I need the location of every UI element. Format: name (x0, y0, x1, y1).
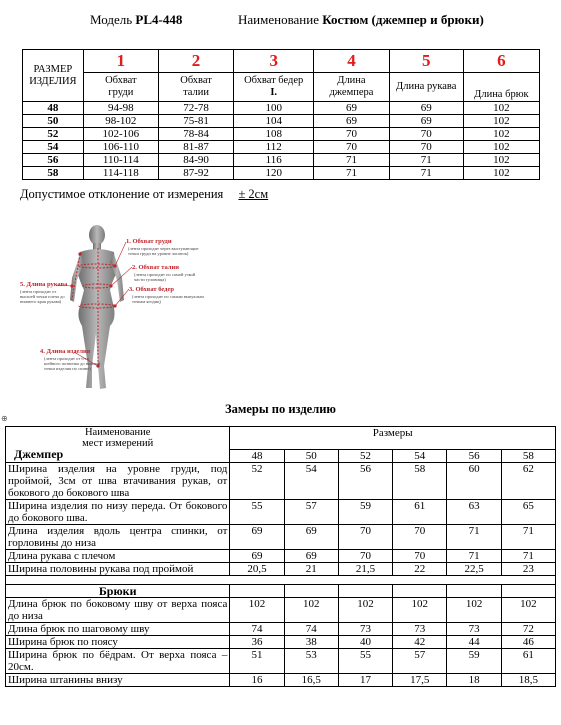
column-header-line: Обхват (180, 75, 212, 86)
size-value-cell: 102 (463, 141, 539, 154)
size-value-cell: 100 (234, 102, 314, 115)
measurement-figure (14, 216, 244, 396)
size-value-cell: 102 (463, 167, 539, 180)
column-header-line: Обхват (105, 75, 137, 86)
measurement-value: 102 (230, 598, 284, 623)
size-row (23, 141, 540, 154)
measurement-value: 18 (447, 674, 501, 687)
measurement-value: 16,5 (284, 674, 338, 687)
measurements-table (5, 426, 556, 687)
column-header (158, 73, 233, 102)
measurement-value: 56 (338, 463, 392, 500)
model-label: Модель (90, 12, 133, 27)
column-number: 5 (389, 50, 463, 73)
measurement-row (6, 550, 556, 563)
size-row (23, 167, 540, 180)
size-cell: 58 (23, 167, 84, 180)
measurement-value: 42 (393, 636, 447, 649)
measurement-value: 17,5 (393, 674, 447, 687)
measurement-value: 60 (447, 463, 501, 500)
size-value-cell: 94-98 (83, 102, 158, 115)
measurement-value: 52 (230, 463, 284, 500)
note-line: высшей точки плеча до (20, 294, 65, 299)
measurement-value: 73 (447, 623, 501, 636)
size-cell: 50 (23, 115, 84, 128)
measurement-label: Ширина изделия на уровне груди, под проймой, 3см от шва втачивания рукав, от бокового до бокового шва (6, 463, 230, 500)
column-header-line: I. (270, 87, 278, 98)
size-value-cell: 108 (234, 128, 314, 141)
size-value-cell: 84-90 (158, 154, 233, 167)
size-cell: 56 (23, 154, 84, 167)
measurement-row (6, 563, 556, 576)
measurements-title: Замеры по изделию (225, 402, 336, 416)
waist-girth-note (134, 272, 195, 282)
size-corner-line2: ИЗДЕЛИЯ (29, 75, 77, 87)
note-line: точки груди на уровне лопаток) (128, 251, 189, 256)
measurement-value: 16 (230, 674, 284, 687)
column-header-line: Длина рукава (396, 81, 457, 92)
measurement-value: 71 (447, 525, 501, 550)
measurement-value: 59 (338, 500, 392, 525)
measurement-value: 59 (447, 649, 501, 674)
measurement-value: 21,5 (338, 563, 392, 576)
size-value-cell: 70 (389, 141, 463, 154)
size-value-cell: 102 (463, 154, 539, 167)
hip-girth-label: 3. Обхват бедер (129, 286, 174, 293)
measurement-value: 73 (393, 623, 447, 636)
spacer-row (6, 576, 556, 585)
size-header-cell: 52 (338, 450, 392, 463)
measurement-value: 22 (393, 563, 447, 576)
column-header-line: Обхват бедер (244, 75, 304, 86)
column-header-line: Длина (337, 75, 366, 86)
tolerance-note (20, 187, 268, 202)
column-number: 2 (158, 50, 233, 73)
column-header-line: джемпера (329, 87, 374, 98)
size-value-cell: 75-81 (158, 115, 233, 128)
measurement-value: 102 (393, 598, 447, 623)
measurement-value: 54 (284, 463, 338, 500)
measurement-value: 55 (230, 500, 284, 525)
measurement-value: 22,5 (447, 563, 501, 576)
size-cell: 48 (23, 102, 84, 115)
note-line: (лента проходит от 6-го (44, 356, 90, 361)
measurement-row (6, 463, 556, 500)
size-value-cell: 69 (389, 102, 463, 115)
size-value-cell: 72-78 (158, 102, 233, 115)
measurement-value: 70 (338, 525, 392, 550)
size-row (23, 128, 540, 141)
chest-girth-note (128, 246, 198, 256)
size-value-cell: 69 (389, 115, 463, 128)
note-line: (лента проходит через выступающие (128, 246, 199, 251)
empty-cell (447, 585, 501, 598)
measurement-name-header (6, 427, 230, 463)
size-header-cell: 54 (393, 450, 447, 463)
size-value-cell: 102 (463, 102, 539, 115)
measurement-value: 46 (501, 636, 555, 649)
size-row (23, 154, 540, 167)
product-name-heading (238, 12, 484, 28)
size-value-cell: 98-102 (83, 115, 158, 128)
measurements-body (6, 427, 556, 687)
column-header (83, 73, 158, 102)
size-value-cell: 70 (314, 141, 389, 154)
size-value-cell: 87-92 (158, 167, 233, 180)
size-value-cell: 110-114 (83, 154, 158, 167)
note-line: точки изделия по спине) (44, 366, 91, 371)
measurement-value: 65 (501, 500, 555, 525)
size-value-cell: 106-110 (83, 141, 158, 154)
size-header-cell: 56 (447, 450, 501, 463)
measurement-value: 71 (447, 550, 501, 563)
measurement-value: 61 (501, 649, 555, 674)
size-value-cell: 70 (389, 128, 463, 141)
measurement-label: Ширина изделия по низу переда. От бокового до бокового шва. (6, 500, 230, 525)
measurement-value: 74 (284, 623, 338, 636)
size-value-cell: 112 (234, 141, 314, 154)
measurement-value: 102 (338, 598, 392, 623)
measurement-value: 21 (284, 563, 338, 576)
tolerance-value: ± 2см (238, 187, 269, 201)
measurement-value: 72 (501, 623, 555, 636)
hip-girth-note (132, 294, 204, 304)
measurement-row (6, 623, 556, 636)
size-chart-table (22, 49, 540, 180)
size-corner-header (23, 50, 84, 102)
size-header-cell: 50 (284, 450, 338, 463)
empty-cell (230, 585, 284, 598)
header-line: Наименование (84, 427, 151, 438)
measurement-value: 44 (447, 636, 501, 649)
measurement-value: 36 (230, 636, 284, 649)
measurement-value: 17 (338, 674, 392, 687)
measurement-row (6, 598, 556, 623)
size-value-cell: 71 (314, 154, 389, 167)
size-cell: 52 (23, 128, 84, 141)
table-move-handle-icon[interactable]: ⊕ (1, 414, 8, 423)
model-heading (90, 12, 182, 28)
measurement-label: Ширина брюк по поясу (6, 636, 230, 649)
size-header-cell: 58 (501, 450, 555, 463)
size-value-cell: 70 (314, 128, 389, 141)
empty-cell (393, 585, 447, 598)
column-number: 1 (83, 50, 158, 73)
size-value-cell: 81-87 (158, 141, 233, 154)
measurement-row (6, 636, 556, 649)
column-header (234, 73, 314, 102)
measurement-value: 61 (393, 500, 447, 525)
size-value-cell: 71 (389, 154, 463, 167)
tolerance-text: Допустимое отклонение от измерения (20, 187, 224, 201)
measurement-value: 38 (284, 636, 338, 649)
model-code: PL4-448 (135, 12, 183, 27)
measurement-value: 71 (501, 525, 555, 550)
sizes-header: Размеры (230, 427, 556, 450)
size-value-cell: 102 (463, 115, 539, 128)
size-value-cell: 120 (234, 167, 314, 180)
measurement-value: 73 (338, 623, 392, 636)
measurement-label: Длина брюк по боковому шву от верха пояса до низа (6, 598, 230, 623)
pants-section-row (6, 585, 556, 598)
size-row (23, 115, 540, 128)
measurement-value: 74 (230, 623, 284, 636)
measurement-value: 69 (284, 525, 338, 550)
size-value-cell: 69 (314, 102, 389, 115)
measurement-row (6, 525, 556, 550)
measurement-value: 102 (447, 598, 501, 623)
measurement-value: 20,5 (230, 563, 284, 576)
empty-cell (284, 585, 338, 598)
size-value-cell: 102 (463, 128, 539, 141)
column-header-line: Длина брюк (474, 89, 529, 100)
column-header-line: талии (183, 87, 210, 98)
empty-cell (501, 585, 555, 598)
measurement-value: 57 (284, 500, 338, 525)
column-header (389, 73, 463, 102)
note-line: (лента проходит по самой узкой (134, 272, 196, 277)
size-value-cell: 69 (314, 115, 389, 128)
measurement-label: Ширина штанины внизу (6, 674, 230, 687)
name-label: Наименование (238, 12, 319, 27)
size-row (23, 102, 540, 115)
size-value-cell: 71 (389, 167, 463, 180)
size-chart-body (23, 102, 540, 180)
measurement-row (6, 674, 556, 687)
pants-section-label: Брюки (6, 585, 230, 598)
measurement-value: 18,5 (501, 674, 555, 687)
measurement-value: 69 (230, 525, 284, 550)
note-line: шейного позвонка до нижней (44, 361, 101, 366)
column-number: 4 (314, 50, 389, 73)
header-line: мест измерений (82, 438, 154, 449)
measurement-value: 69 (284, 550, 338, 563)
measurement-value: 70 (338, 550, 392, 563)
measurement-value: 70 (393, 550, 447, 563)
measurement-label: Длина изделия вдоль центра спинки, от горловины до низа (6, 525, 230, 550)
jumper-section-label: Джемпер (14, 447, 64, 461)
measurement-value: 51 (230, 649, 284, 674)
empty-cell (338, 585, 392, 598)
size-corner-line1: РАЗМЕР (33, 63, 73, 75)
note-line: (лента проходит по самым выпуклым (132, 294, 204, 299)
column-header (463, 73, 539, 102)
measurement-value: 58 (393, 463, 447, 500)
item-length-label: 4. Длина изделия (40, 348, 91, 355)
measurement-label: Ширина брюк по бёдрам. От верха пояса – 20см. (6, 649, 230, 674)
note-line: (лента проходит от (20, 289, 57, 294)
measurement-value: 40 (338, 636, 392, 649)
note-line: точкам ягодиц) (132, 299, 161, 304)
column-header (314, 73, 389, 102)
column-number: 6 (463, 50, 539, 73)
measurement-label: Ширина половины рукава под проймой (6, 563, 230, 576)
measurement-value: 63 (447, 500, 501, 525)
size-value-cell: 116 (234, 154, 314, 167)
measurement-row (6, 649, 556, 674)
waist-girth-label: 2. Обхват талии (132, 264, 179, 271)
measurement-value: 70 (393, 525, 447, 550)
measurement-value: 53 (284, 649, 338, 674)
sleeve-length-label: 5. Длина рукава (20, 281, 68, 288)
item-length-note (44, 356, 100, 371)
measurement-value: 23 (501, 563, 555, 576)
measurement-label: Длина рукава с плечом (6, 550, 230, 563)
name-value: Костюм (джемпер и брюки) (322, 12, 484, 27)
measurement-value: 71 (501, 550, 555, 563)
size-value-cell: 78-84 (158, 128, 233, 141)
spacer-cell (6, 576, 556, 585)
measurement-value: 102 (501, 598, 555, 623)
note-line: нижнего края рукава) (20, 299, 62, 304)
measurement-label: Длина брюк по шаговому шву (6, 623, 230, 636)
size-value-cell: 102-106 (83, 128, 158, 141)
sleeve-length-note (20, 289, 65, 304)
measurement-value: 55 (338, 649, 392, 674)
note-line: части туловища) (134, 277, 166, 282)
measurement-value: 69 (230, 550, 284, 563)
measurement-value: 57 (393, 649, 447, 674)
size-cell: 54 (23, 141, 84, 154)
size-value-cell: 104 (234, 115, 314, 128)
measurement-value: 102 (284, 598, 338, 623)
column-number: 3 (234, 50, 314, 73)
measurement-value: 62 (501, 463, 555, 500)
chest-girth-label: 1. Обхват груди (126, 238, 172, 245)
column-header-line: груди (108, 87, 134, 98)
size-value-cell: 114-118 (83, 167, 158, 180)
size-header-cell: 48 (230, 450, 284, 463)
measurement-row (6, 500, 556, 525)
size-value-cell: 71 (314, 167, 389, 180)
